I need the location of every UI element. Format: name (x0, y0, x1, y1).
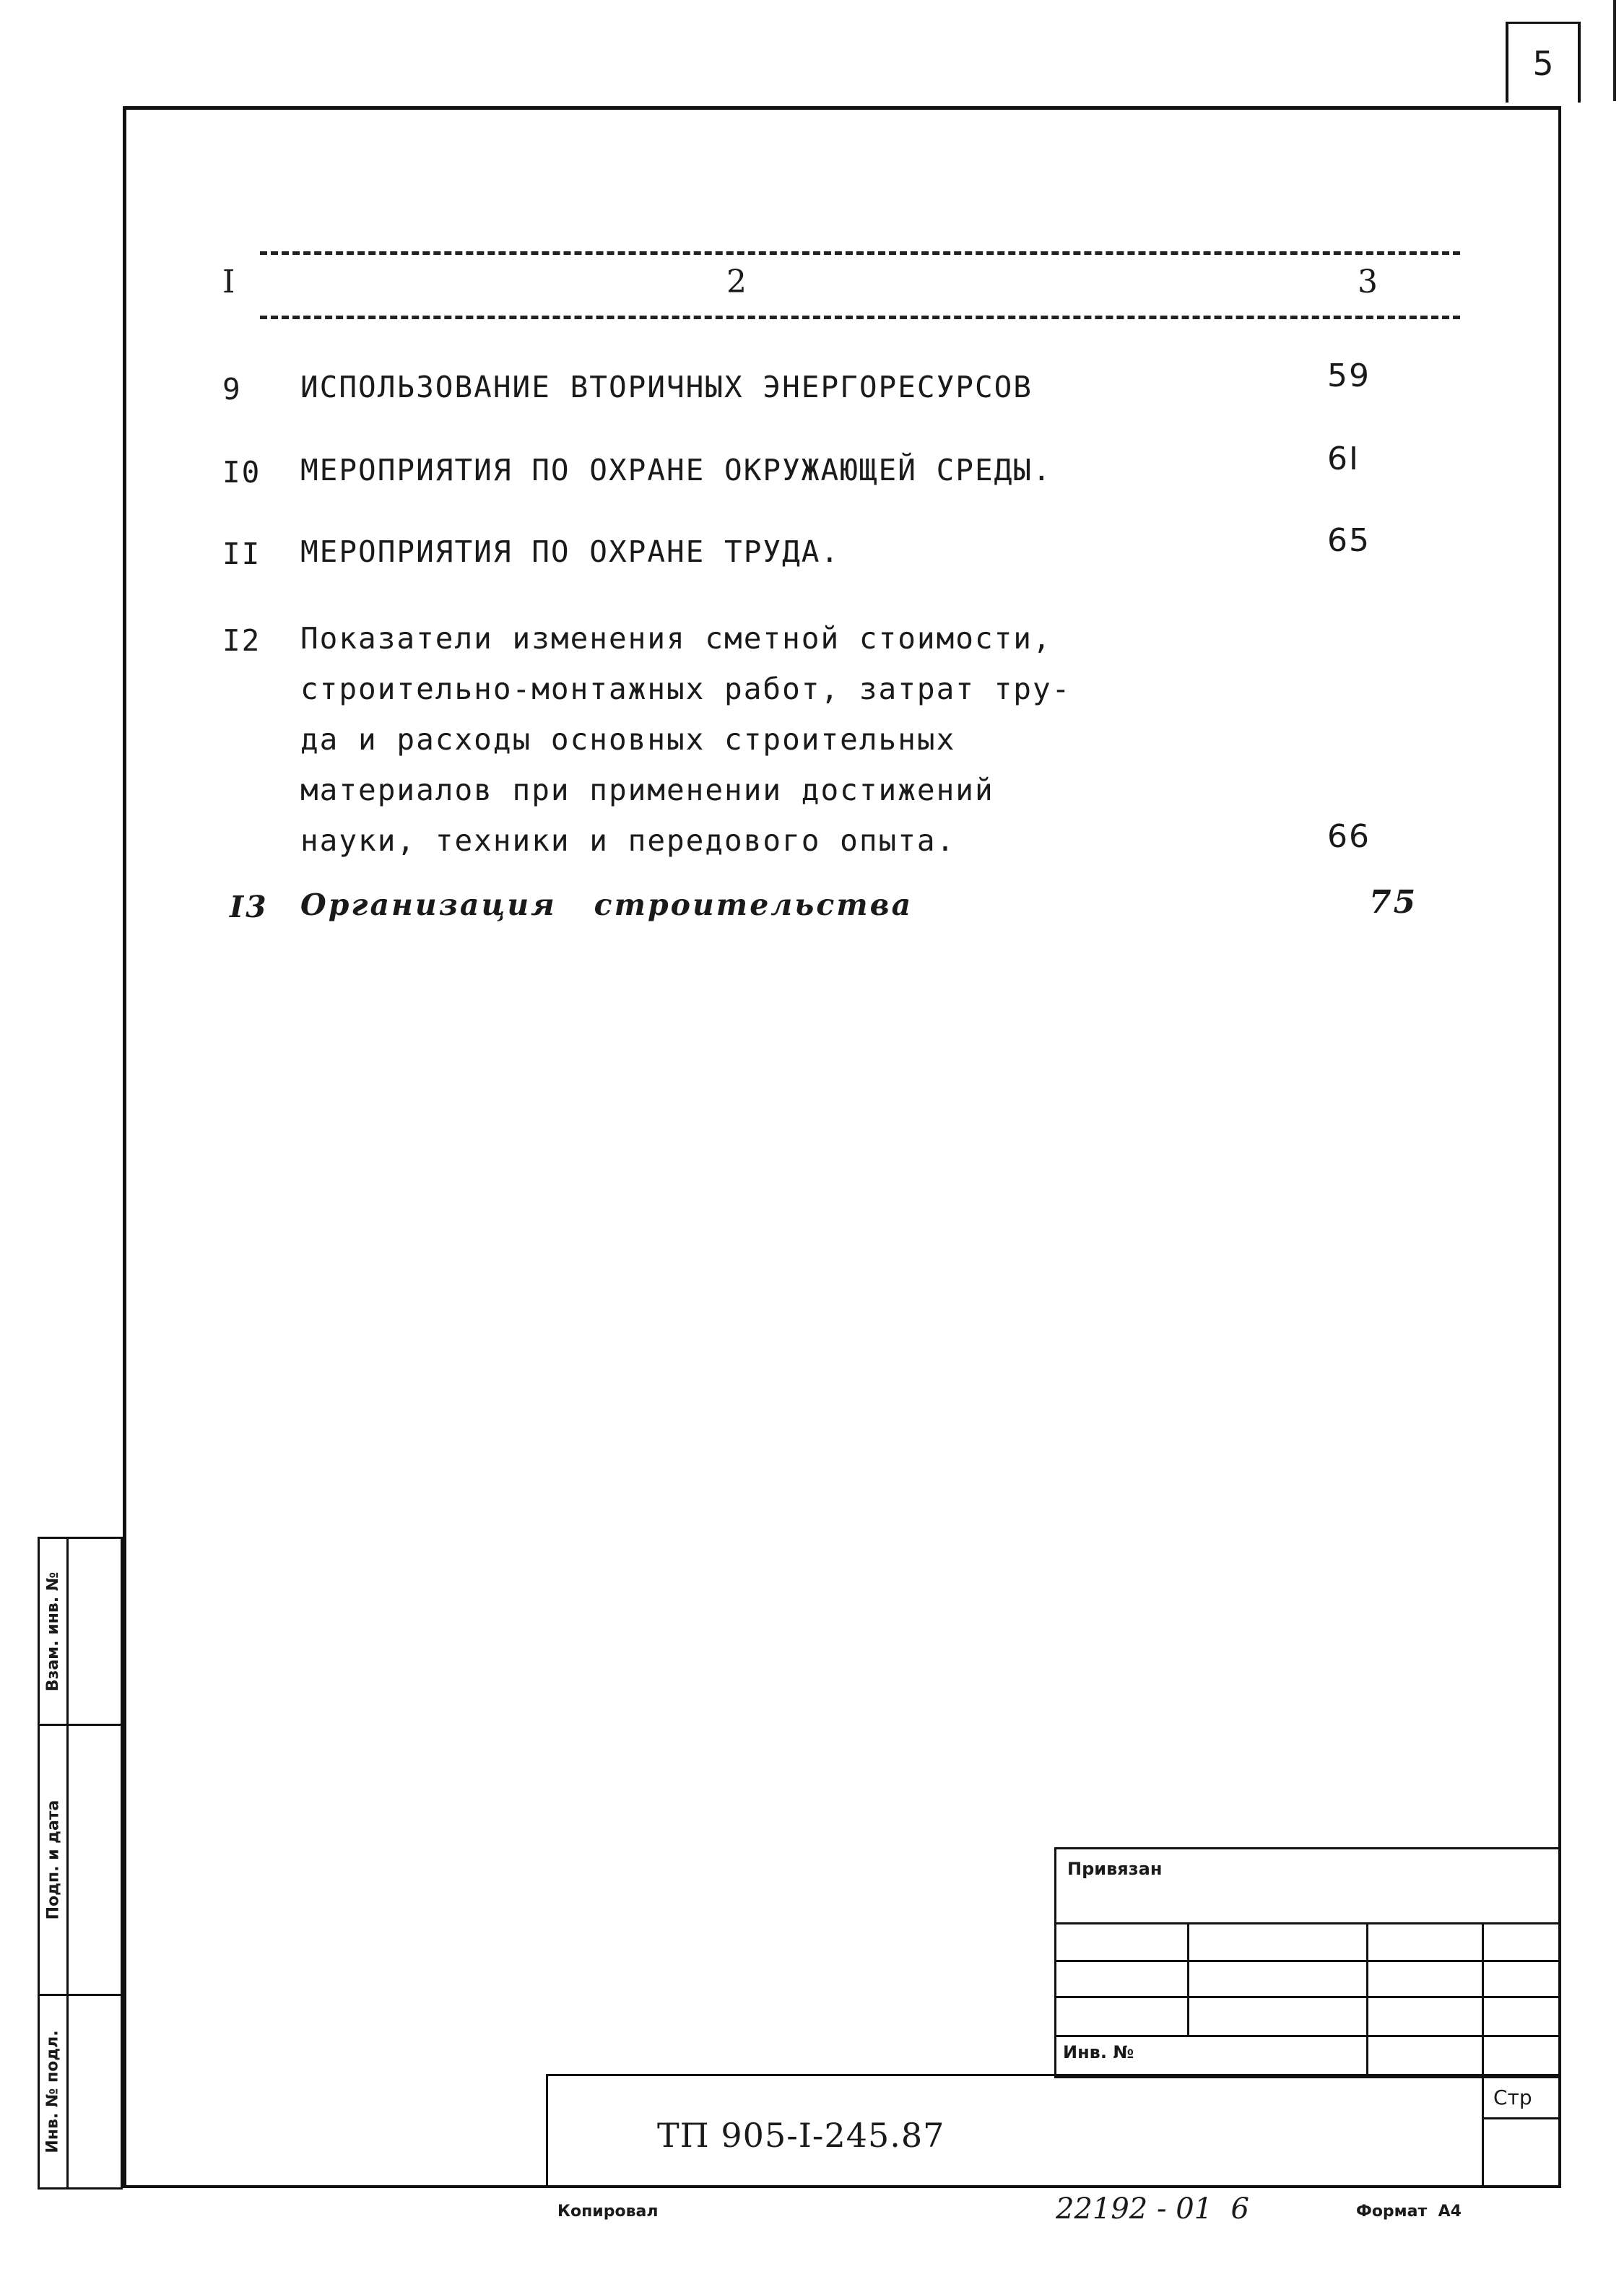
toc-title: ИСПОЛЬЗОВАНИЕ ВТОРИЧНЫХ ЭНЕРГОРЕСУРСОВ (300, 370, 1033, 404)
toc-page: 66 (1327, 818, 1371, 855)
toc-number: II (222, 537, 261, 571)
toc-page: 75 (1369, 884, 1418, 921)
header-rule-top (260, 251, 1460, 255)
binding-grid-line (1054, 2035, 1561, 2037)
order-number: 22192 - 01 6 (1056, 2192, 1249, 2226)
column-number-3: 3 (1358, 264, 1378, 300)
header-rule-bottom (260, 316, 1460, 319)
document-code: ТП 905-I-245.87 (657, 2116, 945, 2155)
title-block-divider (1482, 2117, 1561, 2119)
column-number-1: I (222, 264, 235, 300)
toc-page: 6I (1327, 441, 1360, 477)
binding-grid-line (1187, 1922, 1189, 2035)
binding-grid-line (1054, 1922, 1561, 1924)
toc-title-line: материалов при применении достижений (300, 773, 994, 807)
toc-title-line: Показатели изменения сметной стоимости, (300, 621, 1052, 656)
binding-label: Привязан (1067, 1859, 1163, 1879)
toc-title-line: науки, техники и передового опыта. (300, 823, 956, 858)
column-number-2: 2 (726, 264, 747, 300)
stamp-sign-date (38, 1726, 123, 1996)
toc-number: I2 (222, 623, 261, 658)
toc-title: Организация строительства (300, 888, 913, 922)
toc-title: МЕРОПРИЯТИЯ ПО ОХРАНЕ ОКРУЖАЮЩЕЙ СРЕДЫ. (300, 453, 1052, 487)
binding-grid-line (1482, 1922, 1484, 2078)
toc-title-line: да и расходы основных строительных (300, 722, 956, 757)
stamp-orig-inv-label: Инв. № подл. (44, 2030, 63, 2153)
toc-number: 9 (222, 372, 242, 407)
toc-title-line: строительно-монтажных работ, затрат тру- (300, 672, 1072, 706)
toc-title (300, 613, 1071, 866)
copied-label: Копировал (557, 2203, 659, 2221)
inv-no-label: Инв. № (1063, 2042, 1134, 2062)
stamp-replace-inv (38, 1537, 123, 1726)
stamp-sign-date-label: Подп. и дата (44, 1800, 63, 1920)
page-edge-mark (1613, 0, 1616, 101)
page-number: 5 (1506, 22, 1581, 103)
binding-grid-line (1054, 1960, 1561, 1962)
toc-number: I0 (222, 455, 261, 490)
stamp-replace-inv-label: Взам. инв. № (44, 1571, 63, 1691)
format-label: Формат А4 (1356, 2203, 1462, 2221)
binding-grid-line (1366, 1922, 1368, 2078)
toc-title: МЕРОПРИЯТИЯ ПО ОХРАНЕ ТРУДА. (300, 534, 841, 569)
stamp-orig-inv (38, 1996, 123, 2190)
title-block-divider (1482, 2074, 1484, 2188)
toc-page: 65 (1327, 522, 1371, 559)
binding-grid-line (1054, 1996, 1561, 1998)
toc-number: I3 (230, 890, 269, 924)
sheet-label: Стр (1493, 2086, 1532, 2109)
toc-page: 59 (1327, 357, 1371, 394)
